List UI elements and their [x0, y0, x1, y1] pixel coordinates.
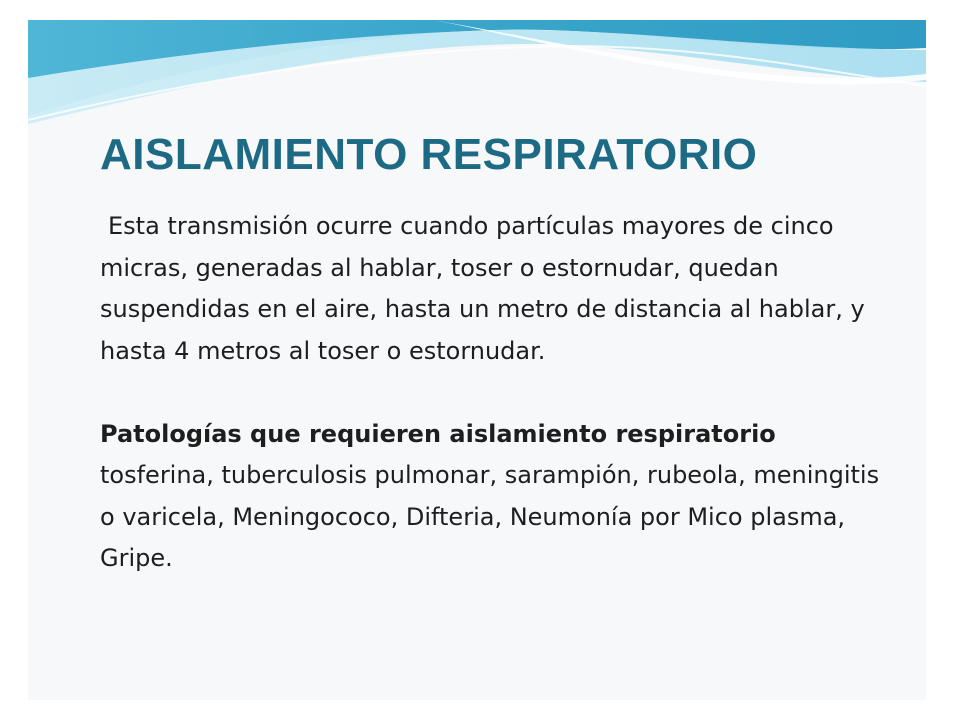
intro-paragraph: Esta transmisión ocurre cuando partículas mayores de cinco micras, generadas al hablar, toser o estornudar, quedan suspendidas en el aire, hasta un metro de distancia al hablar, y hasta 4 metros al toser o estornudar.: [100, 212, 865, 365]
slide-title: AISLAMIENTO RESPIRATORIO: [100, 130, 758, 179]
header-wave-decoration: [28, 20, 926, 130]
slide-body: [100, 206, 900, 580]
slide: [28, 20, 926, 700]
paragraph-spacer: [100, 372, 900, 414]
pathologies-heading: Patologías que requieren aislamiento respiratorio: [100, 419, 776, 448]
pathologies-list: tosferina, tuberculosis pulmonar, sarampión, rubeola, meningitis o varicela, Meningococo, Difteria, Neumonía por Mico plasma, Gripe.: [100, 461, 880, 572]
